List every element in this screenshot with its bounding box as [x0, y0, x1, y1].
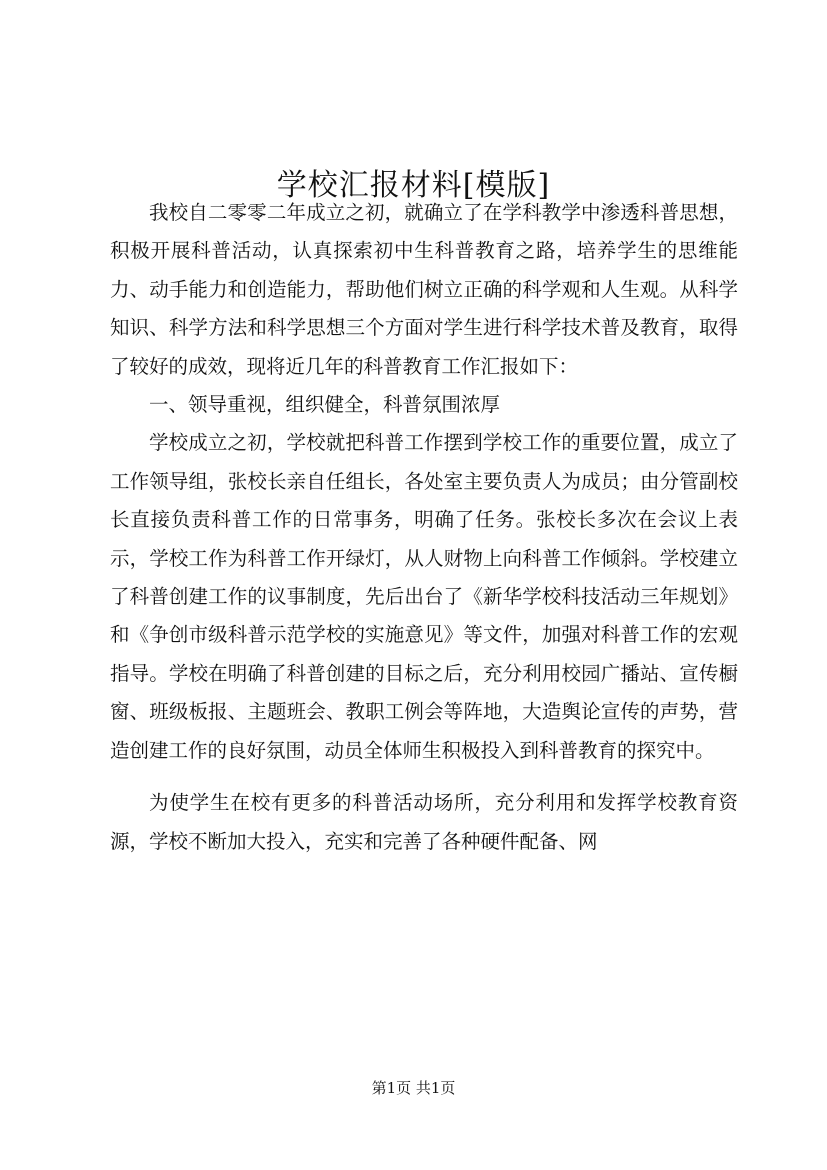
paragraph-leadership: 学校成立之初，学校就把科普工作摆到学校工作的重要位置，成立了工作领导组，张校长亲自任组长，各处室主要负责人为成员；由分管副校长直接负责科普工作的日常事务，明确了任务。张校长多次在会议上表示，学校工作为科普工作开绿灯，从人财物上向科普工作倾斜。学校建立了科普创建工作的议事制度，先后出台了《新华学校科技活动三年规划》和《争创市级科普示范学校的实施意见》等文件，加强对科普工作的宏观指导。学校在明确了科普创建的目标之后，充分利用校园广播站、宣传橱窗、班级板报、主题班会、教职工例会等阵地，大造舆论宣传的声势，营造创建工作的良好氛围，动员全体师生积极投入到科普教育的探究中。: [110, 431, 738, 762]
paragraph-intro: 我校自二零零二年成立之初，就确立了在学科教学中渗透科普思想，积极开展科普活动，认真探索初中生科普教育之路，培养学生的思维能力、动手能力和创造能力，帮助他们树立正确的科学观和人生观。从科学知识、科学方法和科学思想三个方面对学生进行科学技术普及教育，取得了较好的成效，现将近几年的科普教育工作汇报如下：: [110, 201, 738, 378]
document-body: [110, 194, 738, 861]
section-heading-1: 一、领导重视，组织健全，科普氛围浓厚: [149, 393, 501, 417]
document-title: 学校汇报材料[模版]: [276, 168, 551, 204]
page-footer: 第1页 共1页: [371, 1079, 456, 1097]
paragraph-resources: 为使学生在校有更多的科普活动场所，充分利用和发挥学校教育资源，学校不断加大投入，充实和完善了各种硬件配备、网: [110, 791, 738, 853]
